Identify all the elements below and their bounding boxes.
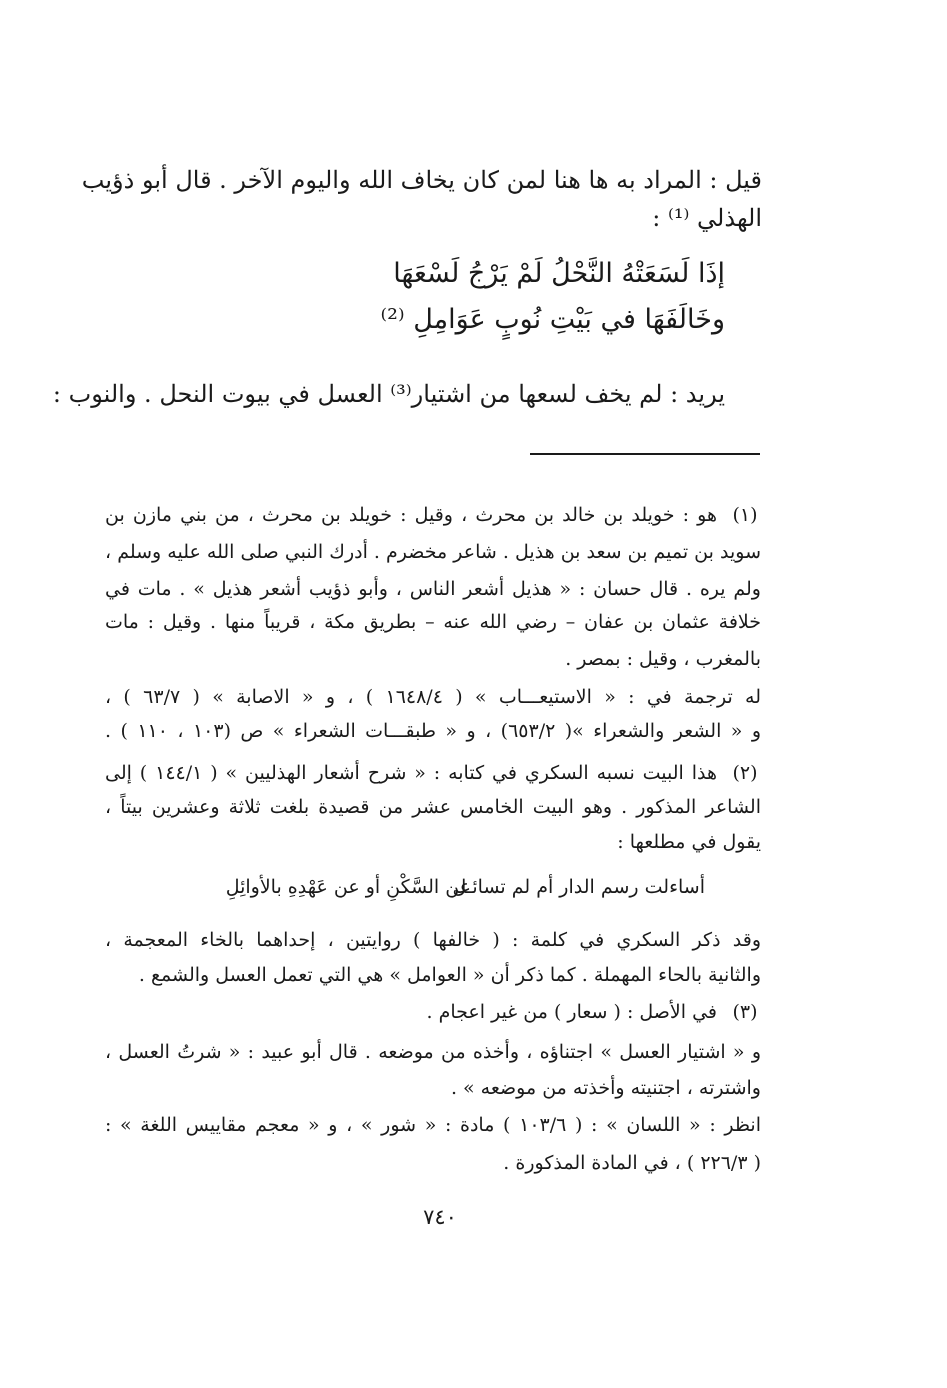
main-text-line-3: يريد : لم يخف لسعها من اشتيار⁽³⁾ العسل في بيوت النحل . والنوب :: [52, 380, 725, 408]
quoted-verse-first-hemistich: أساءلت رسم الدار أم لم تسائـل: [452, 876, 705, 898]
footnote-2-line: الشاعر المذكور . وهو البيت الخامس عشر من قصيدة بلغت ثلاثة وعشرين بيتاً ،: [105, 796, 761, 818]
footnote-number-3: (٣): [732, 1001, 758, 1023]
page-number: ٧٤٠: [423, 1205, 457, 1229]
footnote-2-line: يقول في مطلعها :: [617, 831, 761, 853]
footnote-1-line: له ترجمة في : « الاستيعـــاب » ( ١٦٤٨/٤ ) ، و « الاصابة » ( ٦٣/٧ ) ،: [105, 686, 762, 708]
footnote-2-line: هذا البيت نسبه السكري في كتابه : « شرح أشعار الهذليين » ( ١٤٤/١ ) إلى: [105, 762, 717, 784]
footnote-separator: [530, 453, 760, 455]
footnote-2-line: وقد ذكر السكري في كلمة : ( خالفها ) روايتين ، إحداهما بالخاء المعجمة ،: [105, 929, 761, 951]
footnote-1-line: بالمغرب ، وقيل : بمصر .: [565, 648, 761, 670]
footnote-1-line: هو : خويلد بن خالد بن محرث ، وقيل : خويلد بن محرث ، من بني مازن بن: [105, 504, 717, 526]
footnote-1-line: ولم يره . قال حسان : « هذيل أشعر الناس ، وأبو ذؤيب أشعر هذيل » . مات في: [105, 578, 761, 600]
main-text-line-1: قيل : المراد به ها هنا لمن كان يخاف الله واليوم الآخر . قال أبو ذؤيب: [81, 166, 762, 194]
footnote-2-line: والثانية بالحاء المهملة . كما ذكر أن « العوامل » هي التي تعمل العسل والشمع .: [138, 964, 761, 986]
verse-hemistich-1: إذَا لَسَعَتْهُ النَّحْلُ لَمْ يَرْجُ لَسْعَهَا: [393, 258, 725, 289]
footnote-3-line: انظر : « اللسان » : ( ١٠٣/٦ ) مادة : « شور » ، و « معجم مقاييس اللغة » :: [105, 1114, 761, 1136]
footnote-1-line: خلافة عثمان بن عفان – رضي الله عنه – بطريق مكة ، قريباً منها . وقيل : مات: [105, 611, 761, 633]
quoted-verse-second-hemistich: عن السَّكْنِ أو عن عَهْدِهِ بالأوائِلِ: [225, 876, 471, 898]
footnote-3-line: ( ٢٢٦/٣ ) ، في المادة المذكورة .: [503, 1152, 761, 1174]
footnote-1-line: سويد بن تميم بن سعد بن هذيل . شاعر مخضرم . أدرك النبي صلى الله عليه وسلم ،: [105, 541, 761, 563]
footnote-number-2: (٢): [732, 762, 758, 784]
footnote-1-line: و « الشعر والشعراء »( ٦٥٣/٢) ، و « طبقـــات الشعراء » ص (١٠٣ ، ١١٠ ) .: [105, 720, 762, 742]
footnote-3-line: واشترته ، اجتنيته وأخذته من موضعه » .: [450, 1077, 761, 1099]
footnote-3-line: و « اشتيار العسل » اجتناؤه ، وأخذه من موضعه . قال أبو عبيد : « شرتُ العسل ،: [105, 1041, 761, 1063]
verse-hemistich-2: وخَالَفَهَا في بَيْتِ نُوبٍ عَوَامِلِ ⁽²⁾: [380, 304, 725, 335]
footnote-number-1: (١): [732, 504, 758, 526]
main-text-line-2: الهذلي ⁽¹⁾ :: [652, 204, 762, 232]
footnote-3-line: في الأصل : ( سعار ) من غير اعجام .: [426, 1001, 717, 1023]
